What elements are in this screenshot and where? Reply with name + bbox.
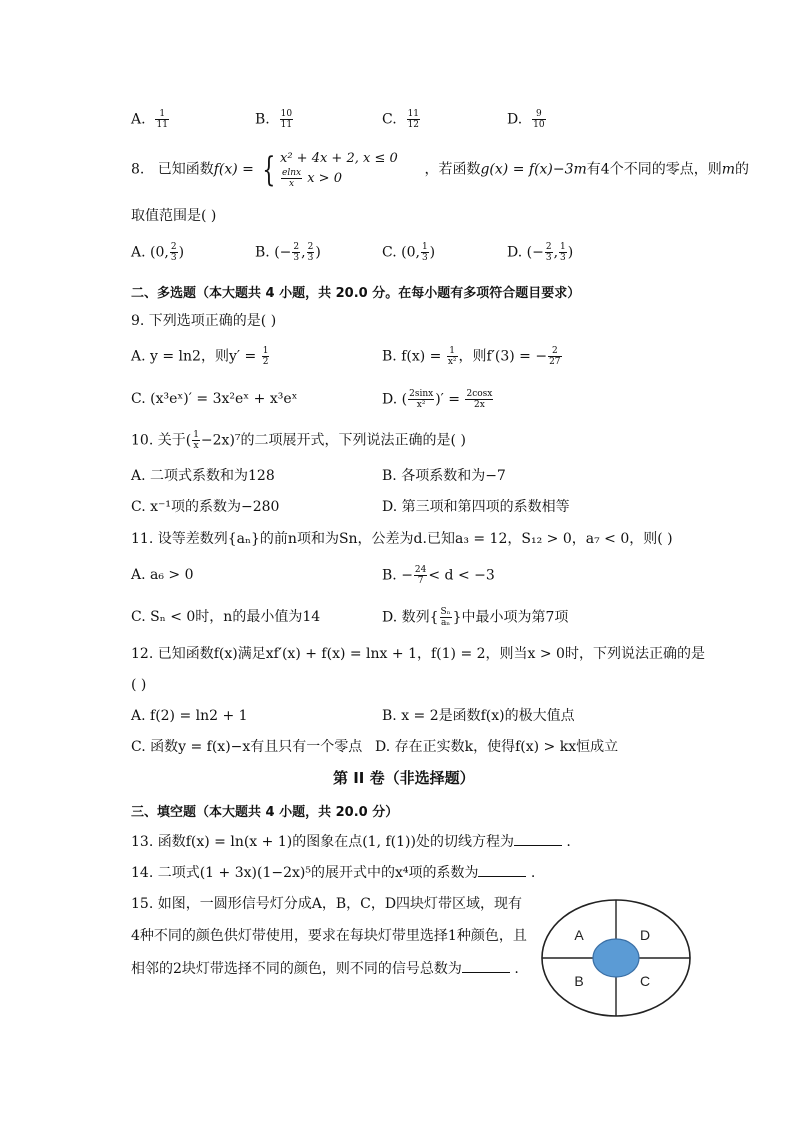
q7-option-a: A. $\frac{1}{11}$ xyxy=(131,109,168,130)
region-label-c: C xyxy=(639,973,651,989)
section-multi-choice-heading: 二、多选题（本大题共 4 小题，共 20.0 分。在每小题有多项符合题目要求） xyxy=(131,286,581,301)
q9-option-b: B. f(x) = $\frac{1}{\text{x²}}$ ，则f′(3) = − $\frac{2}{27}$ xyxy=(382,346,561,367)
q7-option-d: D. $\frac{9}{10}$ xyxy=(507,109,545,130)
q12-option-c: C. 函数y = f(x)−x有且只有一个零点 xyxy=(131,739,363,755)
q12-stem-line2: ( ) xyxy=(131,677,147,693)
q12-option-b: B. x = 2是函数f(x)的极大值点 xyxy=(382,708,575,724)
q8-option-c: C. (0, $\frac{1}{3}$ ) xyxy=(382,242,436,263)
q10-option-b: B. 各项系数和为−7 xyxy=(382,468,506,484)
q8-stem-line2: 取值范围是( ) xyxy=(131,208,217,224)
q11-option-b: B. − $\frac{24}{7}$ < d < −3 xyxy=(382,565,495,586)
q8-option-a: A. (0, $\frac{2}{3}$ ) xyxy=(131,242,185,263)
region-label-b: B xyxy=(574,973,584,989)
q11-option-c: C. Sₙ < 0时，n的最小值为14 xyxy=(131,609,321,625)
section-fill-blank-heading: 三、填空题（本大题共 4 小题，共 20.0 分） xyxy=(131,805,399,820)
part-two-heading: 第 II 卷（非选择题） xyxy=(333,769,475,787)
q15-line3: 相邻的2块灯带选择不同的颜色，则不同的信号总数为 . xyxy=(131,958,519,979)
q9-option-a: A. y = ln2，则y′ = $\frac{1}{2}$ xyxy=(131,346,269,367)
q7-option-c: C. $\frac{11}{12}$ xyxy=(382,109,420,130)
q13: 13. 函数f(x) = ln(x + 1)的图象在点(1, f(1))处的切线方程为 . xyxy=(131,831,571,852)
q15-answer-blank xyxy=(462,958,510,973)
q7-option-b: B. $\frac{10}{11}$ xyxy=(255,109,293,130)
q8-piecewise: { x² + 4x + 2, x ≤ 0 $\frac{elnx}{x}$ x > 0 xyxy=(262,149,398,190)
region-label-d: D xyxy=(639,927,651,943)
q15-line1: 15. 如图，一圆形信号灯分成A，B，C，D四块灯带区域，现有 xyxy=(131,896,523,912)
q12-option-d: D. 存在正实数k，使得f(x) > kx恒成立 xyxy=(375,739,619,755)
q12-option-a: A. f(2) = ln2 + 1 xyxy=(131,708,248,724)
q10-option-c: C. x⁻¹项的系数为−280 xyxy=(131,499,280,515)
q9-stem: 9. 下列选项正确的是( ) xyxy=(131,313,277,329)
q10-stem: 10. 关于( $\frac{1}{x}$ −2x)⁷的二项展开式，下列说法正确的是( ) xyxy=(131,430,466,451)
q11-option-d: D. 数列{ $\frac{\text{Sₙ}}{\text{aₙ}}$ }中最小项为第7项 xyxy=(382,607,569,628)
center-ellipse xyxy=(593,939,639,977)
q8-stem: 8. 已知函数f(x) = { x² + 4x + 2, x ≤ 0 $\frac{elnx}{x}$ x > 0 ，若函数g(x) = f(x)−3m有4个不同的零点，则m的 xyxy=(131,149,749,190)
signal-light-figure xyxy=(538,896,694,1020)
q9-option-d: D. ( $\frac{2\sin x}{\text{x²}}$ )′ = $\frac{2\cos x}{2x}$ xyxy=(382,389,493,410)
q14: 14. 二项式(1 + 3x)(1−2x)⁵的展开式中的x⁴项的系数为 . xyxy=(131,862,535,883)
q9-option-c: C. (x³eˣ)′ = 3x²eˣ + x³eˣ xyxy=(131,391,298,407)
q8-option-b: B. (− $\frac{2}{3}$ , $\frac{2}{3}$ ) xyxy=(255,242,321,263)
q10-option-a: A. 二项式系数和为128 xyxy=(131,468,275,484)
q8-option-d: D. (− $\frac{2}{3}$ , $\frac{1}{3}$ ) xyxy=(507,242,574,263)
q14-answer-blank xyxy=(478,862,526,877)
q12-stem: 12. 已知函数f(x)满足xf′(x) + f(x) = lnx + 1，f(1) = 2，则当x > 0时，下列说法正确的是 xyxy=(131,646,705,662)
region-label-a: A xyxy=(574,927,584,943)
q15-line2: 4种不同的颜色供灯带使用，要求在每块灯带里选择1种颜色，且 xyxy=(131,928,527,944)
q13-answer-blank xyxy=(514,831,562,846)
q11-option-a: A. a₆ > 0 xyxy=(131,567,194,583)
q10-option-d: D. 第三项和第四项的系数相等 xyxy=(382,499,570,515)
q11-stem: 11. 设等差数列{aₙ}的前n项和为Sn，公差为d.已知a₃ = 12，S₁₂ > 0，a₇ < 0，则( ) xyxy=(131,531,673,547)
